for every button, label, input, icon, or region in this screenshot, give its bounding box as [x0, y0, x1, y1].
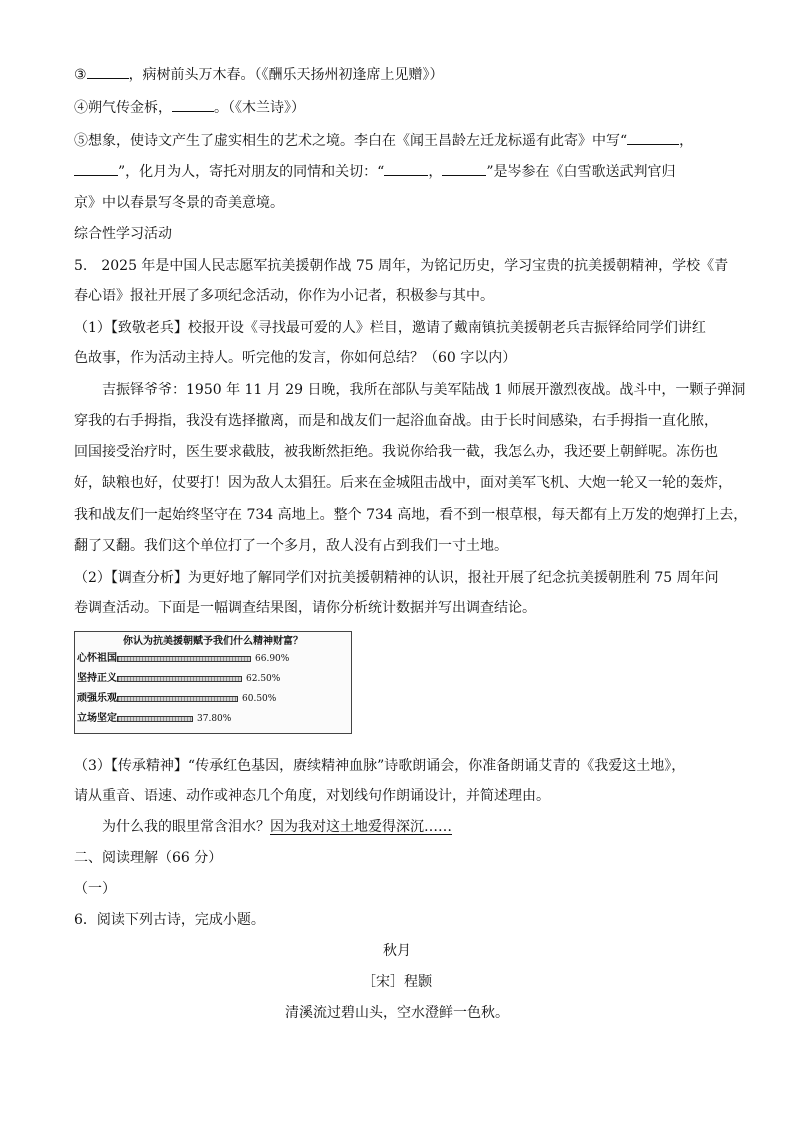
chart-track: [117, 696, 317, 702]
poem-item-text: ，: [428, 164, 443, 180]
q6-instruction: 6．阅读下列古诗，完成小题。: [74, 912, 265, 928]
poem-line: 清溪流过碧山头，空水澄鲜一色秋。: [285, 1005, 509, 1021]
q5-part2-line-2: 卷调查活动。下面是一幅调查结果图，请你分析统计数据并写出调查结论。: [74, 600, 536, 616]
poem-item-text: ，病树前头万木春。（《酬乐天扬州初逢席上见赠》）: [128, 67, 444, 83]
chart-bar: [117, 696, 238, 702]
story-line: 好，缺粮也好，仗要打！因为敌人太猖狂。后来在金城阻击战中，面对美军飞机、大炮一轮又一轮的轰炸，: [74, 475, 732, 491]
answer-blank[interactable]: [384, 161, 428, 176]
q5-part3-line-2: 请从重音、语速、动作或神态几个角度，对划线句作朗诵设计，并简述理由。: [74, 788, 550, 804]
chart-category-label: 坚持正义: [77, 673, 117, 684]
chart-bar: [117, 676, 242, 682]
poem-item-text: ⑤想象，使诗文产生了虚实相生的艺术之境。李白在《闻王昌龄左迁龙标遥有此寄》中写“: [74, 133, 628, 149]
chart-value-label: 37.80%: [197, 714, 232, 724]
survey-chart: [74, 631, 352, 734]
subsection-heading: （一）: [74, 881, 116, 897]
poem-title: 秋月: [383, 943, 411, 959]
poem-item-text: 。（《木兰诗》）: [214, 100, 305, 116]
answer-blank[interactable]: [172, 97, 214, 112]
chart-title: 你认为抗美援朝赋予我们什么精神财富？: [123, 636, 303, 647]
chart-row: [75, 651, 351, 667]
chart-row: [75, 671, 351, 687]
item-number: ③: [74, 67, 87, 83]
poem-item-text: ，: [679, 133, 694, 149]
q5-part3-line-1: （3）【传承精神】“传承红色基因，赓续精神血脉”诗歌朗诵会，你准备朗诵艾青的《我爱这土地》，: [74, 758, 686, 774]
answer-blank[interactable]: [627, 130, 679, 145]
story-line: 吉振铎爷爷：1950 年 11 月 29 日晚，我所在部队与美军陆战 1 师展开激烈夜战。战斗中，一颗子弹洞: [102, 382, 746, 398]
poem-author: ［宋］程颢: [362, 974, 432, 990]
verse-underlined: 因为我对这土地爱得深沉……: [270, 819, 452, 835]
activity-heading: 综合性学习活动: [74, 226, 172, 242]
chart-row: [75, 711, 351, 727]
chart-bar: [117, 656, 251, 662]
chart-category-label: 心怀祖国: [77, 653, 117, 664]
q5-intro-line-2: 春心语》报社开展了多项纪念活动，你作为小记者，积极参与其中。: [74, 288, 494, 304]
poem-item-5-line-3: 京》中以春景写冬景的奇美意境。: [74, 195, 284, 211]
poem-item-5-line-1: [74, 130, 693, 151]
poem-item-5-line-2: [74, 161, 676, 182]
verse-plain: 为什么我的眼里常含泪水？: [102, 819, 270, 835]
poem-item-text: ”是岑参在《白雪歌送武判官归: [486, 164, 676, 180]
poem-item-text: ④朔气传金柝，: [74, 100, 172, 116]
story-line: 回国接受治疗时，医生要求截肢，被我断然拒绝。我说你给我一截，我怎么办，我还要上朝鲜呢。冻伤也: [74, 444, 718, 460]
verse-line: [102, 817, 452, 837]
story-line: 我和战友们一起始终坚守在 734 高地上。整个 734 高地，看不到一根草根，每天都有上万发的炮弹打上去，: [74, 507, 748, 523]
poem-item-text: ”，化月为人，寄托对朋友的同情和关切：“: [118, 164, 385, 180]
chart-category-label: 顽强乐观: [77, 693, 117, 704]
q5-part1-line-2: 色故事，作为活动主持人。听完他的发言，你如何总结？（60 字以内）: [74, 350, 517, 366]
section-2-heading: 二、阅读理解（66 分）: [74, 850, 223, 866]
chart-value-label: 66.90%: [255, 654, 290, 664]
answer-blank[interactable]: [74, 161, 118, 176]
chart-row: [75, 691, 351, 707]
q5-intro-line-1: 5. 2025 年是中国人民志愿军抗美援朝作战 75 周年，为铭记历史，学习宝贵的抗美援朝精神，学校《青: [74, 258, 729, 274]
chart-track: [117, 676, 317, 682]
answer-blank[interactable]: [87, 64, 129, 79]
chart-bar: [117, 716, 193, 722]
answer-blank[interactable]: [442, 161, 486, 176]
story-line: 穿我的右手拇指，我没有选择撤离，而是和战友们一起浴血奋战。由于长时间感染，右手拇指一直化脓，: [74, 413, 718, 429]
chart-category-label: 立场坚定: [77, 713, 117, 724]
chart-value-label: 62.50%: [246, 674, 281, 684]
story-line: 翻了又翻。我们这个单位打了一个多月，敌人没有占到我们一寸土地。: [74, 538, 508, 554]
poem-item-3: [74, 64, 444, 85]
q5-part1-line-1: （1）【致敬老兵】校报开设《寻找最可爱的人》栏目，邀请了戴南镇抗美援朝老兵吉振铎给同学们讲红: [74, 320, 706, 336]
poem-item-4: [74, 97, 305, 118]
q5-part2-line-1: （2）【调查分析】为更好地了解同学们对抗美援朝精神的认识，报社开展了纪念抗美援朝胜利 75 周年问: [74, 570, 719, 586]
chart-value-label: 60.50%: [242, 694, 277, 704]
